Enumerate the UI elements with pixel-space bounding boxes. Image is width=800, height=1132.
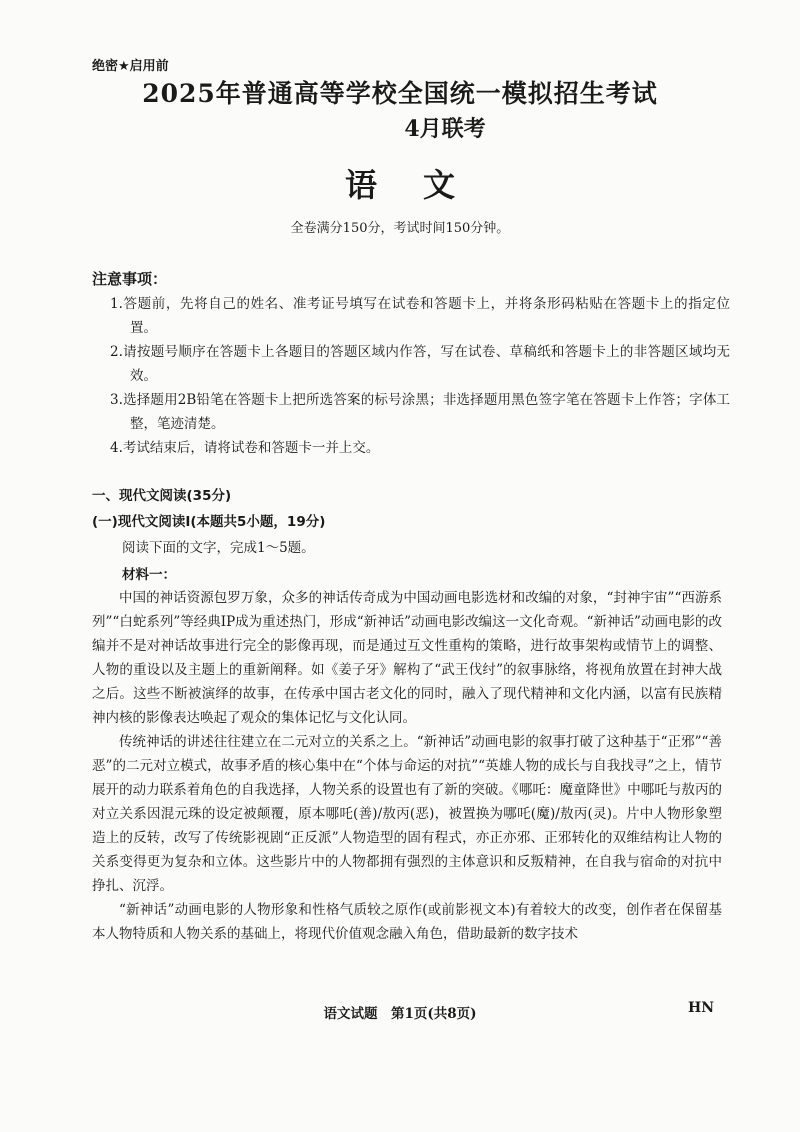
material-label: 材料一： (122, 567, 176, 583)
section-title: 一、现代文阅读(35分) (92, 488, 232, 504)
notice-item: 2.请按题号顺序在答题卡上各题目的答题区域内作答，写在试卷、草稿纸和答题卡上的非答题区域均无效。 (110, 344, 730, 384)
exam-title: 2025年普通高等学校全国统一模拟招生考试 (142, 79, 658, 108)
section-instruction: 阅读下面的文字，完成1～5题。 (122, 540, 315, 556)
score-info: 全卷满分150分，考试时间150分钟。 (290, 221, 510, 236)
page-footer: 语文试题 第1页(共8页) (323, 1006, 477, 1022)
section-subtitle: (一)现代文阅读Ⅰ(本题共5小题，19分) (92, 514, 326, 530)
notice-item: 4.考试结束后，请将试卷和答题卡一并上交。 (110, 440, 380, 456)
notice-item: 3.选择题用2B铅笔在答题卡上把所选答案的标号涂黑；非选择题用黑色签字笔在答题卡上作答；字体工整，笔迹清楚。 (110, 392, 730, 432)
notice-item: 1.答题前，先将自己的姓名、准考证号填写在试卷和答题卡上，并将条形码粘贴在答题卡上的指定位置。 (110, 296, 730, 336)
subject-title: 语文 (344, 166, 501, 204)
notice-list (110, 292, 730, 460)
reading-passage (92, 586, 722, 946)
confidential-label: 绝密★启用前 (92, 59, 169, 74)
exam-subtitle: 4月联考 (404, 116, 486, 142)
passage-paragraph: 传统神话的讲述往往建立在二元对立的关系之上。“新神话”动画电影的叙事打破了这种基于“正邪”“善恶”的二元对立模式，故事矛盾的核心集中在“个体与命运的对抗”“英雄人物的成长与自我找寻”之上，情节展开的动力联系着角色的自我选择，人物关系的设置也有了新的突破。《哪吒：魔童降世》中哪吒与敖丙的对立关系因混元珠的设定被颠覆，原本哪吒(善)/敖丙(恶)，被置换为哪吒(魔)/敖丙(灵)。片中人物形象塑造上的反转，改写了传统影视剧“正反派”人物造型的固有程式，亦正亦邪、正邪转化的双维结构让人物的关系变得更为复杂和立体。这些影片中的人物都拥有强烈的主体意识和反叛精神，在自我与宿命的对抗中挣扎、沉浮。 (92, 734, 722, 894)
passage-paragraph: 中国的神话资源包罗万象，众多的神话传奇成为中国动画电影选材和改编的对象，“封神宇宙”“西游系列”“白蛇系列”等经典IP成为重述热门，形成“新神话”动画电影改编这一文化奇观。“新神话”动画电影的改编并不是对神话故事进行完全的影像再现，而是通过互文性重构的策略，进行故事架构或情节上的调整、人物的重设以及主题上的重新阐释。如《姜子牙》解构了“武王伐纣”的叙事脉络，将视角放置在封神大战之后。这些不断被演绎的故事，在传承中国古老文化的同时，融入了现代精神和文化内涵，以富有民族精神内核的影像表达唤起了观众的集体记忆与文化认同。 (92, 590, 722, 726)
passage-paragraph: “新神话”动画电影的人物形象和性格气质较之原作(或前影视文本)有着较大的改变，创作者在保留基本人物特质和人物关系的基础上，将现代价值观念融入角色，借助最新的数字技术 (92, 902, 722, 942)
notice-heading: 注意事项： (92, 270, 168, 288)
region-code: HN (688, 1000, 715, 1016)
